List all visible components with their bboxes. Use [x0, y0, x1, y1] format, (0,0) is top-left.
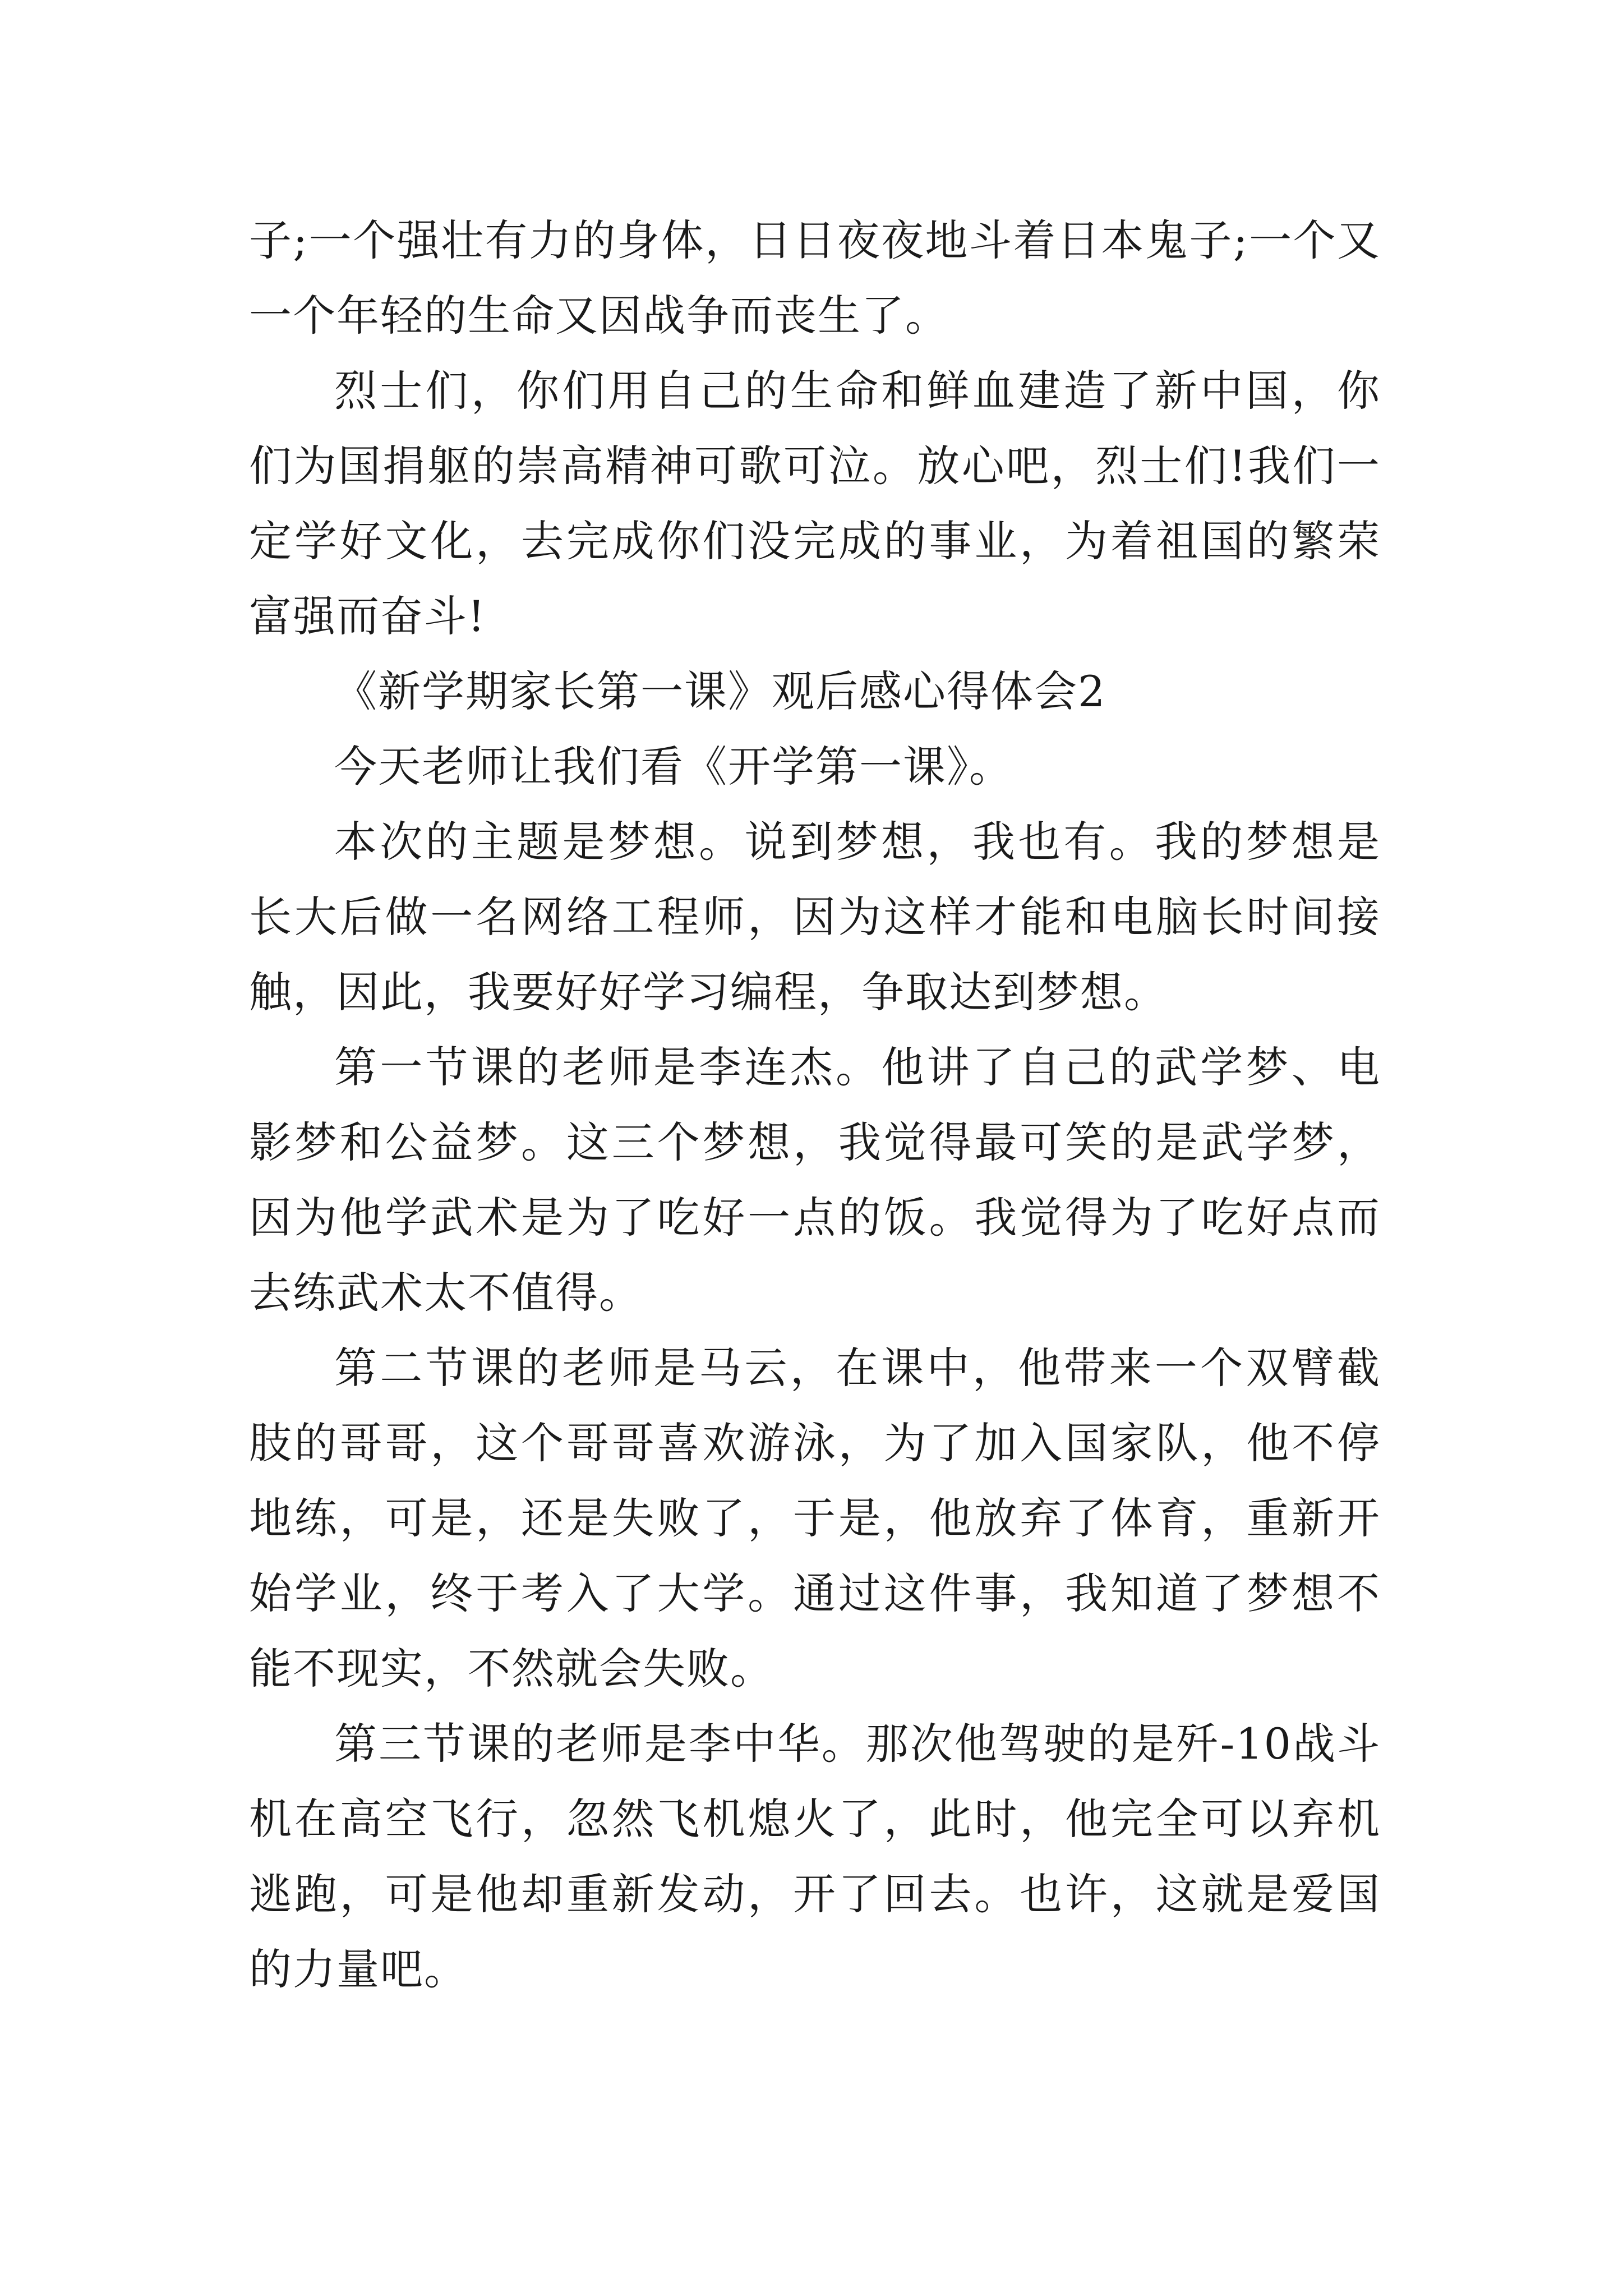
- paragraph-2: 烈士们，你们用自己的生命和鲜血建造了新中国，你们为国捐躯的崇高精神可歌可泣。放心吧，烈士们!我们一定学好文化，去完成你们没完成的事业，为着祖国的繁荣富强而奋斗!: [249, 366, 1381, 641]
- paragraph-7: 第二节课的老师是马云，在课中，他带来一个双臂截肢的哥哥，这个哥哥喜欢游泳，为了加入国家队，他不停地练，可是，还是失败了，于是，他放弃了体育，重新开始学业，终于考入了大学。通过这件事，我知道了梦想不能不现实，不然就会失败。: [249, 1343, 1381, 1694]
- section-title: 《新学期家长第一课》观后感心得体会2: [334, 666, 1106, 716]
- document-body: [249, 203, 1381, 2007]
- paragraph-4: 今天老师让我们看《开学第一课》。: [334, 742, 1013, 792]
- paragraph-6: 第一节课的老师是李连杰。他讲了自己的武学梦、电影梦和公益梦。这三个梦想，我觉得最可笑的是武学梦，因为他学武术是为了吃好一点的饭。我觉得为了吃好点而去练武术太不值得。: [249, 1042, 1381, 1318]
- paragraph-5: 本次的主题是梦想。说到梦想，我也有。我的梦想是长大后做一名网络工程师，因为这样才能和电脑长时间接触，因此，我要好好学习编程，争取达到梦想。: [249, 817, 1381, 1017]
- paragraph-1: 子;一个强壮有力的身体，日日夜夜地斗着日本鬼子;一个又一个年轻的生命又因战争而丧生了。: [249, 215, 1381, 341]
- paragraph-8: 第三节课的老师是李中华。那次他驾驶的是歼-10战斗机在高空飞行，忽然飞机熄火了，此时，他完全可以弃机逃跑，可是他却重新发动，开了回去。也许，这就是爱国的力量吧。: [249, 1719, 1381, 1994]
